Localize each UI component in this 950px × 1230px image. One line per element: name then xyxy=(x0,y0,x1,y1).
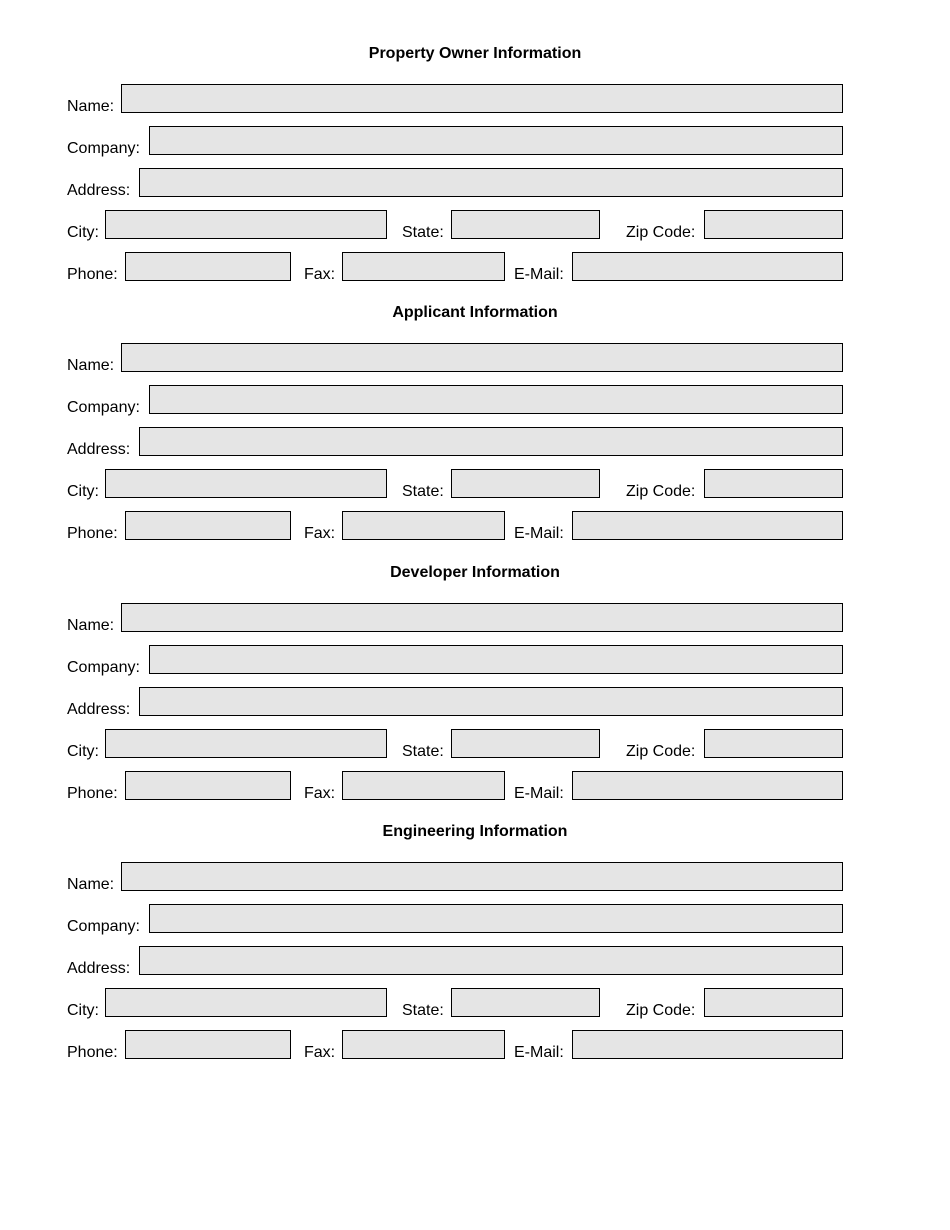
address-input[interactable] xyxy=(139,168,843,197)
address-label: Address: xyxy=(67,960,131,977)
zip-code-label: Zip Code: xyxy=(626,483,696,500)
zip-code-label: Zip Code: xyxy=(626,743,696,760)
company-label: Company: xyxy=(67,399,140,416)
address-input[interactable] xyxy=(139,687,843,716)
fax-label: Fax: xyxy=(304,1044,336,1061)
company-input[interactable] xyxy=(149,385,843,414)
email-label: E-Mail: xyxy=(514,785,564,802)
email-label: E-Mail: xyxy=(514,525,564,542)
state-input[interactable] xyxy=(451,469,600,498)
company-input[interactable] xyxy=(149,904,843,933)
email-label: E-Mail: xyxy=(514,1044,564,1061)
state-input[interactable] xyxy=(451,729,600,758)
name-label: Name: xyxy=(67,357,115,374)
fax-label: Fax: xyxy=(304,525,336,542)
fax-label: Fax: xyxy=(304,266,336,283)
name-input[interactable] xyxy=(121,343,843,372)
zip-code-input[interactable] xyxy=(704,729,843,758)
section-title: Applicant Information xyxy=(392,304,558,321)
state-label: State: xyxy=(402,743,444,760)
zip-code-label: Zip Code: xyxy=(626,1002,696,1019)
state-label: State: xyxy=(402,483,444,500)
city-input[interactable] xyxy=(105,988,387,1017)
company-input[interactable] xyxy=(149,126,843,155)
city-label: City: xyxy=(67,1002,99,1019)
name-input[interactable] xyxy=(121,84,843,113)
city-input[interactable] xyxy=(105,729,387,758)
section-applicant xyxy=(0,259,950,542)
name-input[interactable] xyxy=(121,862,843,891)
state-input[interactable] xyxy=(451,210,600,239)
zip-code-input[interactable] xyxy=(704,469,843,498)
address-input[interactable] xyxy=(139,427,843,456)
company-label: Company: xyxy=(67,659,140,676)
city-input[interactable] xyxy=(105,469,387,498)
zip-code-input[interactable] xyxy=(704,210,843,239)
company-label: Company: xyxy=(67,140,140,157)
address-label: Address: xyxy=(67,441,131,458)
city-label: City: xyxy=(67,224,99,241)
section-developer xyxy=(0,519,950,802)
section-title: Engineering Information xyxy=(382,823,568,840)
name-label: Name: xyxy=(67,876,115,893)
section-title: Developer Information xyxy=(390,564,560,581)
name-label: Name: xyxy=(67,617,115,634)
section-engineering xyxy=(0,778,950,1061)
phone-label: Phone: xyxy=(67,785,118,802)
phone-label: Phone: xyxy=(67,525,118,542)
city-input[interactable] xyxy=(105,210,387,239)
state-input[interactable] xyxy=(451,988,600,1017)
email-label: E-Mail: xyxy=(514,266,564,283)
company-input[interactable] xyxy=(149,645,843,674)
phone-label: Phone: xyxy=(67,266,118,283)
fax-label: Fax: xyxy=(304,785,336,802)
address-label: Address: xyxy=(67,701,131,718)
company-label: Company: xyxy=(67,918,140,935)
section-property-owner xyxy=(0,0,950,283)
name-input[interactable] xyxy=(121,603,843,632)
fax-input[interactable] xyxy=(342,1030,505,1059)
address-label: Address: xyxy=(67,182,131,199)
city-label: City: xyxy=(67,483,99,500)
state-label: State: xyxy=(402,1002,444,1019)
state-label: State: xyxy=(402,224,444,241)
section-title: Property Owner Information xyxy=(368,45,582,62)
zip-code-label: Zip Code: xyxy=(626,224,696,241)
phone-input[interactable] xyxy=(125,1030,291,1059)
zip-code-input[interactable] xyxy=(704,988,843,1017)
city-label: City: xyxy=(67,743,99,760)
address-input[interactable] xyxy=(139,946,843,975)
email-input[interactable] xyxy=(572,1030,843,1059)
phone-label: Phone: xyxy=(67,1044,118,1061)
name-label: Name: xyxy=(67,98,115,115)
